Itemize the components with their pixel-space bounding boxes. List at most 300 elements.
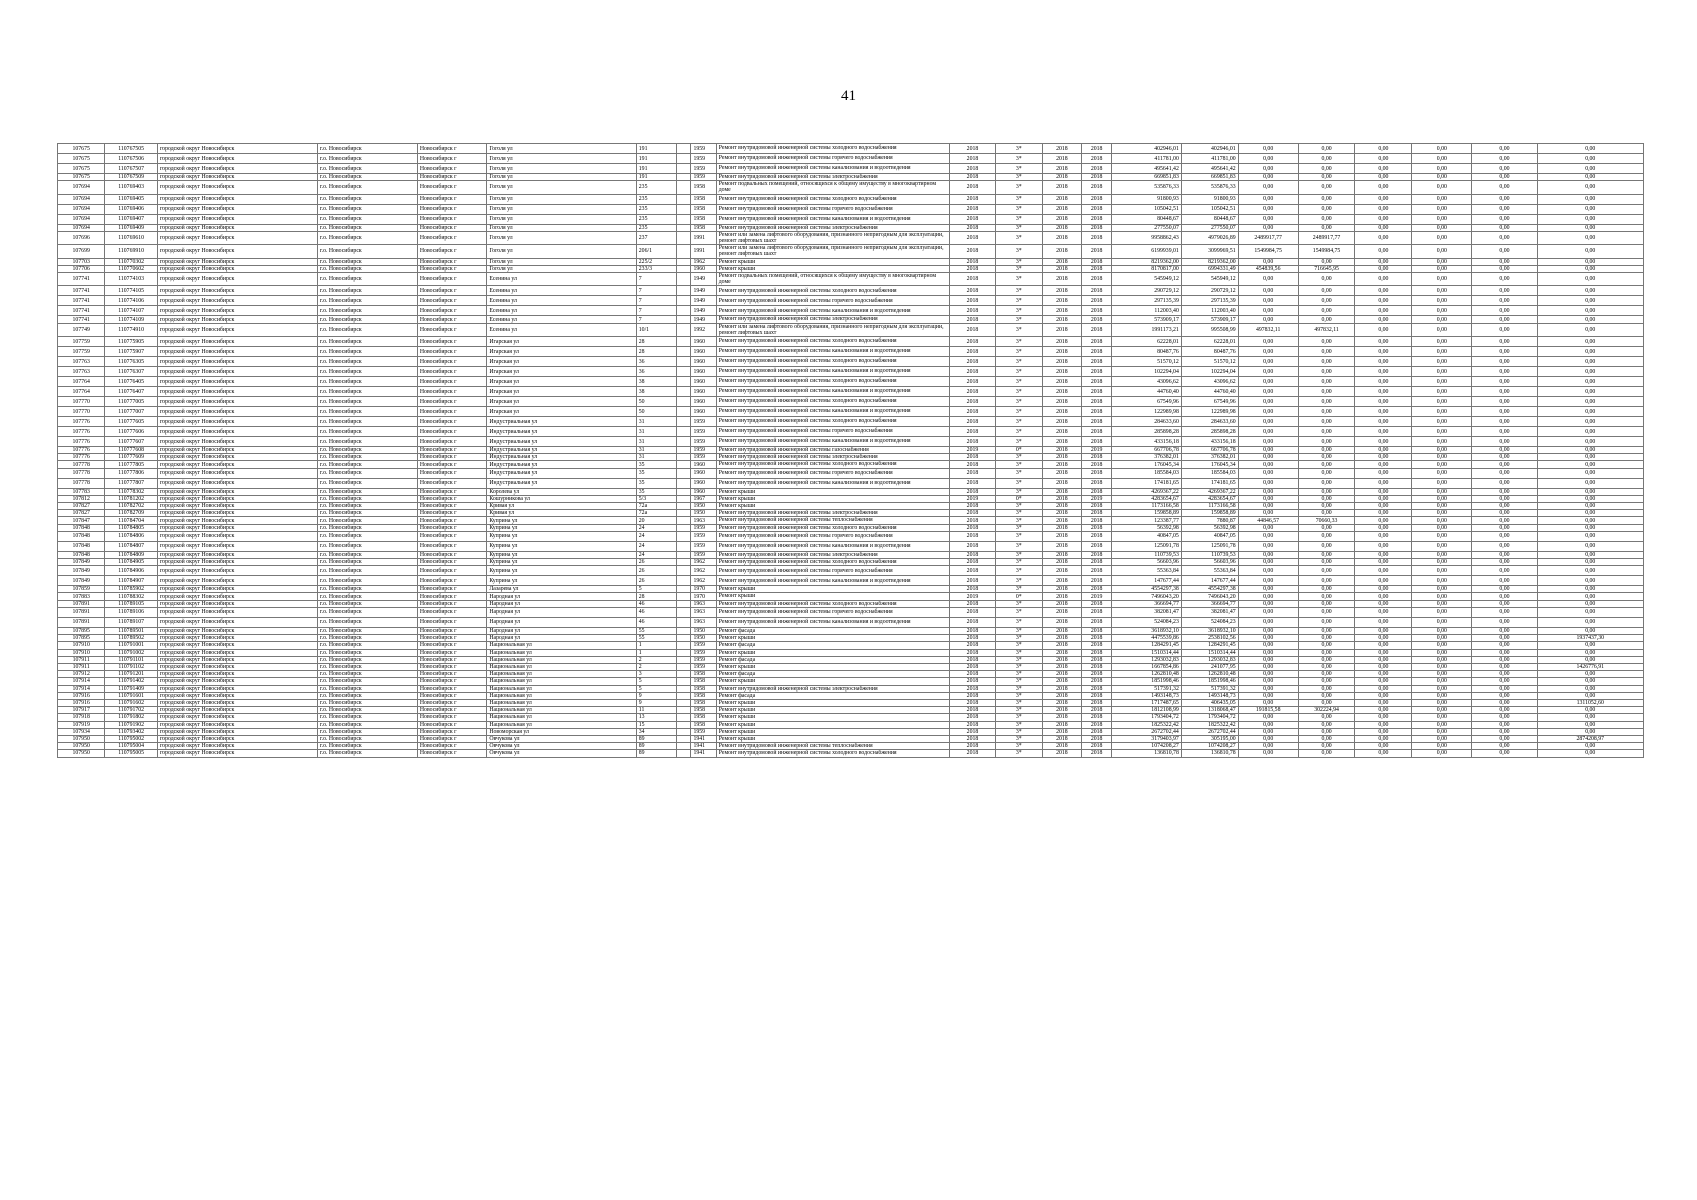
cell-year: 1991 [691, 231, 716, 244]
cell-year: 1958 [691, 707, 716, 714]
cell-work: Ремонт подвальных помещений, относящихся к общему имуществу в многоквартирном доме [716, 273, 950, 286]
cell-empty [676, 642, 691, 649]
cell-c6: 0,00 [1537, 224, 1643, 231]
cell-c1: 0,00 [1238, 337, 1298, 347]
cell-locality: Новосибирск г [417, 685, 486, 692]
cell-c3: 0,00 [1355, 367, 1412, 377]
cell-cost: 159858,89 [1112, 510, 1181, 517]
cell-c4: 0,00 [1412, 656, 1472, 663]
cell-mark: 3* [995, 600, 1042, 607]
cell-y2: 2018 [1081, 488, 1112, 495]
cell-y2: 2019 [1081, 495, 1112, 502]
cell-c2: 0,00 [1298, 559, 1355, 566]
cell-empty [676, 728, 691, 735]
cell-mark: 3* [995, 258, 1042, 265]
table-row [58, 531, 1644, 541]
cell-year: 1959 [691, 427, 716, 437]
cell-year: 1992 [691, 323, 716, 336]
cell-c2: 0,00 [1298, 181, 1355, 194]
cell-c2: 0,00 [1298, 437, 1355, 447]
table-row [58, 503, 1644, 510]
cell-work: Ремонт или замена лифтового оборудования, признанного непригодным для эксплуатации, ремонт лифтовых шахт [716, 231, 950, 244]
cell-fund: 80448,67 [1181, 214, 1238, 224]
cell-year: 1958 [691, 214, 716, 224]
cell-plan: 2018 [950, 245, 995, 258]
cell-c5: 0,00 [1472, 559, 1537, 566]
cell-street: Игарская ул [487, 377, 636, 387]
cell-mark: 3* [995, 607, 1042, 617]
cell-c5: 0,00 [1472, 357, 1537, 367]
cell-c5: 0,00 [1472, 337, 1537, 347]
cell-city: г.о. Новосибирск [317, 728, 417, 735]
cell-work: Ремонт крыши [716, 258, 950, 265]
cell-code: 110776405 [105, 377, 158, 387]
cell-fund: 4979026,89 [1181, 231, 1238, 244]
cell-c5: 0,00 [1472, 593, 1537, 600]
cell-city: г.о. Новосибирск [317, 593, 417, 600]
cell-cost: 7496043,20 [1112, 593, 1181, 600]
cell-locality: Новосибирск г [417, 593, 486, 600]
cell-c6: 0,00 [1537, 174, 1643, 181]
cell-locality: Новосибирск г [417, 541, 486, 551]
cell-empty [676, 437, 691, 447]
cell-year: 1960 [691, 478, 716, 488]
cell-house: 9 [636, 692, 676, 699]
cell-id: 107918 [58, 714, 105, 721]
cell-work: Ремонт внутридомовой инженерной системы канализования и водоотведения [716, 576, 950, 586]
cell-cost: 535876,33 [1112, 181, 1181, 194]
cell-c4: 0,00 [1412, 559, 1472, 566]
cell-house: 55 [636, 635, 676, 642]
cell-work: Ремонт крыши [716, 586, 950, 593]
cell-id: 107891 [58, 617, 105, 627]
cell-city: г.о. Новосибирск [317, 671, 417, 678]
cell-empty [676, 231, 691, 244]
cell-c6: 0,00 [1537, 306, 1643, 316]
cell-district: городской округ Новосибирск [157, 576, 317, 586]
table-row [58, 488, 1644, 495]
cell-c3: 0,00 [1355, 735, 1412, 742]
cell-c5: 0,00 [1472, 164, 1537, 174]
cell-c6: 0,00 [1537, 347, 1643, 357]
cell-c3: 0,00 [1355, 503, 1412, 510]
cell-district: городской округ Новосибирск [157, 417, 317, 427]
cell-district: городской округ Новосибирск [157, 743, 317, 750]
cell-empty [676, 296, 691, 306]
cell-mark: 3* [995, 551, 1042, 558]
cell-cost: 105042,51 [1112, 204, 1181, 214]
cell-city: г.о. Новосибирск [317, 347, 417, 357]
cell-y1: 2018 [1042, 576, 1081, 586]
cell-cost: 110739,53 [1112, 551, 1181, 558]
cell-y2: 2018 [1081, 600, 1112, 607]
cell-year: 1960 [691, 468, 716, 478]
table-row [58, 417, 1644, 427]
table-row [58, 323, 1644, 336]
table-row [58, 407, 1644, 417]
cell-c6: 0,00 [1537, 194, 1643, 204]
cell-y1: 2018 [1042, 656, 1081, 663]
cell-y1: 2018 [1042, 586, 1081, 593]
cell-fund: 1510314,44 [1181, 649, 1238, 656]
cell-street: Национальная ул [487, 671, 636, 678]
table-row [58, 296, 1644, 306]
cell-cost: 524084,23 [1112, 617, 1181, 627]
cell-plan: 2018 [950, 286, 995, 296]
cell-c3: 0,00 [1355, 750, 1412, 757]
cell-c2: 0,00 [1298, 600, 1355, 607]
cell-c1: 0,00 [1238, 306, 1298, 316]
cell-c3: 0,00 [1355, 488, 1412, 495]
cell-c6: 0,00 [1537, 566, 1643, 576]
cell-city: г.о. Новосибирск [317, 447, 417, 454]
cell-mark: 3* [995, 517, 1042, 524]
cell-c2: 0,00 [1298, 721, 1355, 728]
cell-plan: 2018 [950, 510, 995, 517]
cell-house: 191 [636, 154, 676, 164]
cell-house: 50 [636, 407, 676, 417]
cell-year: 1960 [691, 377, 716, 387]
cell-city: г.о. Новосибирск [317, 454, 417, 461]
cell-c3: 0,00 [1355, 627, 1412, 634]
cell-c6: 0,00 [1537, 586, 1643, 593]
cell-work: Ремонт подвальных помещений, относящихся к общему имуществу в многоквартирном доме [716, 181, 950, 194]
cell-y2: 2018 [1081, 316, 1112, 323]
cell-y2: 2019 [1081, 593, 1112, 600]
cell-city: г.о. Новосибирск [317, 635, 417, 642]
cell-c6: 0,00 [1537, 510, 1643, 517]
cell-locality: Новосибирск г [417, 214, 486, 224]
cell-id: 107776 [58, 427, 105, 437]
cell-city: г.о. Новосибирск [317, 273, 417, 286]
cell-empty [676, 164, 691, 174]
cell-city: г.о. Новосибирск [317, 204, 417, 214]
cell-c1: 0,00 [1238, 204, 1298, 214]
cell-mark: 0* [995, 593, 1042, 600]
cell-c6: 0,00 [1537, 617, 1643, 627]
cell-c5: 0,00 [1472, 387, 1537, 397]
cell-code: 110791102 [105, 663, 158, 670]
cell-c3: 0,00 [1355, 144, 1412, 154]
cell-fund: 517391,32 [1181, 685, 1238, 692]
cell-c3: 0,00 [1355, 265, 1412, 272]
cell-fund: 1262810,48 [1181, 671, 1238, 678]
cell-fund: 285898,28 [1181, 427, 1238, 437]
cell-c5: 0,00 [1472, 541, 1537, 551]
cell-work: Ремонт внутридомовой инженерной системы горячего водоснабжения [716, 566, 950, 576]
cell-cost: 402946,01 [1112, 144, 1181, 154]
cell-district: городской округ Новосибирск [157, 721, 317, 728]
cell-work: Ремонт внутридомовой инженерной системы электроснабжения [716, 224, 950, 231]
cell-c3: 0,00 [1355, 642, 1412, 649]
cell-cost: 517391,32 [1112, 685, 1181, 692]
cell-work: Ремонт фасада [716, 627, 950, 634]
cell-c3: 0,00 [1355, 214, 1412, 224]
cell-c2: 0,00 [1298, 685, 1355, 692]
cell-c2: 0,00 [1298, 447, 1355, 454]
cell-c4: 0,00 [1412, 524, 1472, 531]
cell-street: Гоголя ул [487, 258, 636, 265]
cell-house: 35 [636, 478, 676, 488]
cell-fund: 55363,84 [1181, 566, 1238, 576]
cell-c3: 0,00 [1355, 194, 1412, 204]
cell-work: Ремонт внутридомовой инженерной системы холодного водоснабжения [716, 397, 950, 407]
table-row [58, 397, 1644, 407]
cell-empty [676, 750, 691, 757]
cell-cost: 102294,04 [1112, 367, 1181, 377]
cell-c4: 0,00 [1412, 531, 1472, 541]
cell-c2: 0,00 [1298, 296, 1355, 306]
cell-locality: Новосибирск г [417, 642, 486, 649]
cell-empty [676, 323, 691, 336]
cell-c2: 0,00 [1298, 204, 1355, 214]
cell-city: г.о. Новосибирск [317, 258, 417, 265]
cell-y1: 2018 [1042, 347, 1081, 357]
cell-y2: 2018 [1081, 617, 1112, 627]
cell-locality: Новосибирск г [417, 607, 486, 617]
cell-code: 110789106 [105, 607, 158, 617]
cell-work: Ремонт внутридомовой инженерной системы канализования и водоотведения [716, 214, 950, 224]
cell-year: 1960 [691, 265, 716, 272]
cell-locality: Новосибирск г [417, 478, 486, 488]
cell-c4: 0,00 [1412, 566, 1472, 576]
cell-mark: 3* [995, 245, 1042, 258]
cell-c3: 0,00 [1355, 586, 1412, 593]
cell-c4: 0,00 [1412, 517, 1472, 524]
cell-fund: 406435,05 [1181, 699, 1238, 706]
cell-city: г.о. Новосибирск [317, 407, 417, 417]
cell-empty [676, 417, 691, 427]
cell-mark: 3* [995, 427, 1042, 437]
cell-code: 110777805 [105, 461, 158, 468]
cell-y2: 2018 [1081, 642, 1112, 649]
cell-mark: 3* [995, 377, 1042, 387]
cell-code: 110789105 [105, 600, 158, 607]
cell-work: Ремонт крыши [716, 728, 950, 735]
cell-city: г.о. Новосибирск [317, 245, 417, 258]
cell-c1: 0,00 [1238, 427, 1298, 437]
cell-c6: 0,00 [1537, 593, 1643, 600]
cell-c6: 0,00 [1537, 707, 1643, 714]
cell-c3: 0,00 [1355, 617, 1412, 627]
cell-locality: Новосибирск г [417, 144, 486, 154]
cell-id: 107778 [58, 478, 105, 488]
table-row [58, 728, 1644, 735]
cell-c3: 0,00 [1355, 551, 1412, 558]
table-row [58, 468, 1644, 478]
cell-street: Есенина ул [487, 273, 636, 286]
cell-c6: 0,00 [1537, 750, 1643, 757]
cell-empty [676, 347, 691, 357]
cell-empty [676, 566, 691, 576]
cell-house: 89 [636, 743, 676, 750]
cell-year: 1941 [691, 750, 716, 757]
cell-fund: 136810,78 [1181, 750, 1238, 757]
cell-plan: 2018 [950, 181, 995, 194]
cell-c2: 0,00 [1298, 678, 1355, 685]
cell-c6: 0,00 [1537, 407, 1643, 417]
cell-c2: 0,00 [1298, 541, 1355, 551]
cell-c4: 0,00 [1412, 357, 1472, 367]
cell-mark: 3* [995, 273, 1042, 286]
cell-c2: 0,00 [1298, 286, 1355, 296]
cell-city: г.о. Новосибирск [317, 397, 417, 407]
cell-city: г.о. Новосибирск [317, 531, 417, 541]
cell-locality: Новосибирск г [417, 407, 486, 417]
cell-cost: 67549,96 [1112, 397, 1181, 407]
cell-y2: 2018 [1081, 323, 1112, 336]
cell-city: г.о. Новосибирск [317, 296, 417, 306]
cell-plan: 2019 [950, 495, 995, 502]
cell-mark: 3* [995, 627, 1042, 634]
table-row [58, 174, 1644, 181]
cell-c4: 0,00 [1412, 194, 1472, 204]
cell-cost: 411781,00 [1112, 154, 1181, 164]
cell-plan: 2018 [950, 273, 995, 286]
cell-cost: 290729,12 [1112, 286, 1181, 296]
cell-house: 7 [636, 273, 676, 286]
cell-plan: 2018 [950, 692, 995, 699]
cell-id: 107776 [58, 447, 105, 454]
table-row [58, 387, 1644, 397]
cell-c4: 0,00 [1412, 407, 1472, 417]
cell-city: г.о. Новосибирск [317, 607, 417, 617]
cell-mark: 3* [995, 407, 1042, 417]
cell-c1: 0,00 [1238, 214, 1298, 224]
cell-c4: 0,00 [1412, 576, 1472, 586]
cell-y2: 2018 [1081, 524, 1112, 531]
cell-y2: 2018 [1081, 427, 1112, 437]
cell-mark: 3* [995, 224, 1042, 231]
cell-code: 110793402 [105, 728, 158, 735]
cell-plan: 2018 [950, 337, 995, 347]
cell-c4: 0,00 [1412, 699, 1472, 706]
cell-work: Ремонт внутридомовой инженерной системы электроснабжения [716, 510, 950, 517]
cell-c5: 0,00 [1472, 174, 1537, 181]
cell-locality: Новосибирск г [417, 377, 486, 387]
cell-street: Национальная ул [487, 656, 636, 663]
table-row [58, 714, 1644, 721]
cell-c6: 0,00 [1537, 649, 1643, 656]
cell-y2: 2018 [1081, 407, 1112, 417]
cell-empty [676, 367, 691, 377]
cell-y2: 2018 [1081, 258, 1112, 265]
cell-house: 191 [636, 164, 676, 174]
cell-plan: 2018 [950, 743, 995, 750]
cell-id: 107741 [58, 273, 105, 286]
table-row [58, 627, 1644, 634]
cell-street: Гоголя ул [487, 231, 636, 244]
cell-mark: 3* [995, 707, 1042, 714]
cell-c3: 0,00 [1355, 656, 1412, 663]
table-row [58, 671, 1644, 678]
cell-id: 107741 [58, 316, 105, 323]
cell-id: 107911 [58, 656, 105, 663]
cell-mark: 3* [995, 524, 1042, 531]
cell-id: 107849 [58, 559, 105, 566]
cell-c4: 0,00 [1412, 642, 1472, 649]
cell-y1: 2018 [1042, 454, 1081, 461]
cell-c5: 0,00 [1472, 478, 1537, 488]
cell-c6: 0,00 [1537, 600, 1643, 607]
cell-c6: 1311052,60 [1537, 699, 1643, 706]
cell-fund: 297135,39 [1181, 296, 1238, 306]
capital-repair-table [57, 143, 1644, 758]
cell-c3: 0,00 [1355, 524, 1412, 531]
cell-house: 5 [636, 685, 676, 692]
cell-work: Ремонт внутридомовой инженерной системы канализования и водоотведения [716, 387, 950, 397]
table-row [58, 551, 1644, 558]
cell-c6: 0,00 [1537, 656, 1643, 663]
cell-c6: 0,00 [1537, 454, 1643, 461]
cell-y2: 2018 [1081, 566, 1112, 576]
cell-year: 1960 [691, 367, 716, 377]
cell-c6: 0,00 [1537, 524, 1643, 531]
cell-c1: 0,00 [1238, 194, 1298, 204]
cell-cost: 91800,93 [1112, 194, 1181, 204]
cell-house: 36 [636, 367, 676, 377]
table-body [58, 144, 1644, 758]
cell-work: Ремонт внутридомовой инженерной системы канализования и водоотведения [716, 541, 950, 551]
cell-c4: 0,00 [1412, 649, 1472, 656]
cell-c4: 0,00 [1412, 174, 1472, 181]
cell-street: Национальная ул [487, 714, 636, 721]
cell-year: 1959 [691, 649, 716, 656]
cell-code: 110795004 [105, 743, 158, 750]
cell-empty [676, 649, 691, 656]
cell-id: 107891 [58, 600, 105, 607]
cell-city: г.о. Новосибирск [317, 576, 417, 586]
cell-plan: 2018 [950, 427, 995, 437]
cell-mark: 3* [995, 296, 1042, 306]
cell-cost: 44760,40 [1112, 387, 1181, 397]
cell-y2: 2018 [1081, 586, 1112, 593]
cell-fund: 40847,05 [1181, 531, 1238, 541]
cell-locality: Новосибирск г [417, 367, 486, 377]
cell-locality: Новосибирск г [417, 576, 486, 586]
cell-y2: 2018 [1081, 387, 1112, 397]
cell-house: 38 [636, 387, 676, 397]
cell-y2: 2018 [1081, 635, 1112, 642]
cell-house: 225/2 [636, 258, 676, 265]
table-row [58, 743, 1644, 750]
cell-c4: 0,00 [1412, 593, 1472, 600]
cell-c6: 0,00 [1537, 517, 1643, 524]
cell-cost: 1173166,58 [1112, 503, 1181, 510]
cell-y1: 2018 [1042, 685, 1081, 692]
cell-year: 1959 [691, 447, 716, 454]
cell-c3: 0,00 [1355, 245, 1412, 258]
cell-c2: 0,00 [1298, 510, 1355, 517]
cell-y2: 2018 [1081, 649, 1112, 656]
cell-y1: 2018 [1042, 593, 1081, 600]
table-row [58, 593, 1644, 600]
cell-c1: 454839,56 [1238, 265, 1298, 272]
cell-c4: 0,00 [1412, 735, 1472, 742]
cell-c3: 0,00 [1355, 286, 1412, 296]
cell-district: городской округ Новосибирск [157, 204, 317, 214]
cell-c5: 0,00 [1472, 685, 1537, 692]
cell-id: 107848 [58, 524, 105, 531]
table-row [58, 306, 1644, 316]
cell-cost: 122989,98 [1112, 407, 1181, 417]
cell-empty [676, 154, 691, 164]
cell-locality: Новосибирск г [417, 387, 486, 397]
cell-fund: 495641,42 [1181, 164, 1238, 174]
cell-fund: 669851,83 [1181, 174, 1238, 181]
cell-work: Ремонт внутридомовой инженерной системы горячего водоснабжения [716, 204, 950, 214]
cell-c6: 0,00 [1537, 245, 1643, 258]
